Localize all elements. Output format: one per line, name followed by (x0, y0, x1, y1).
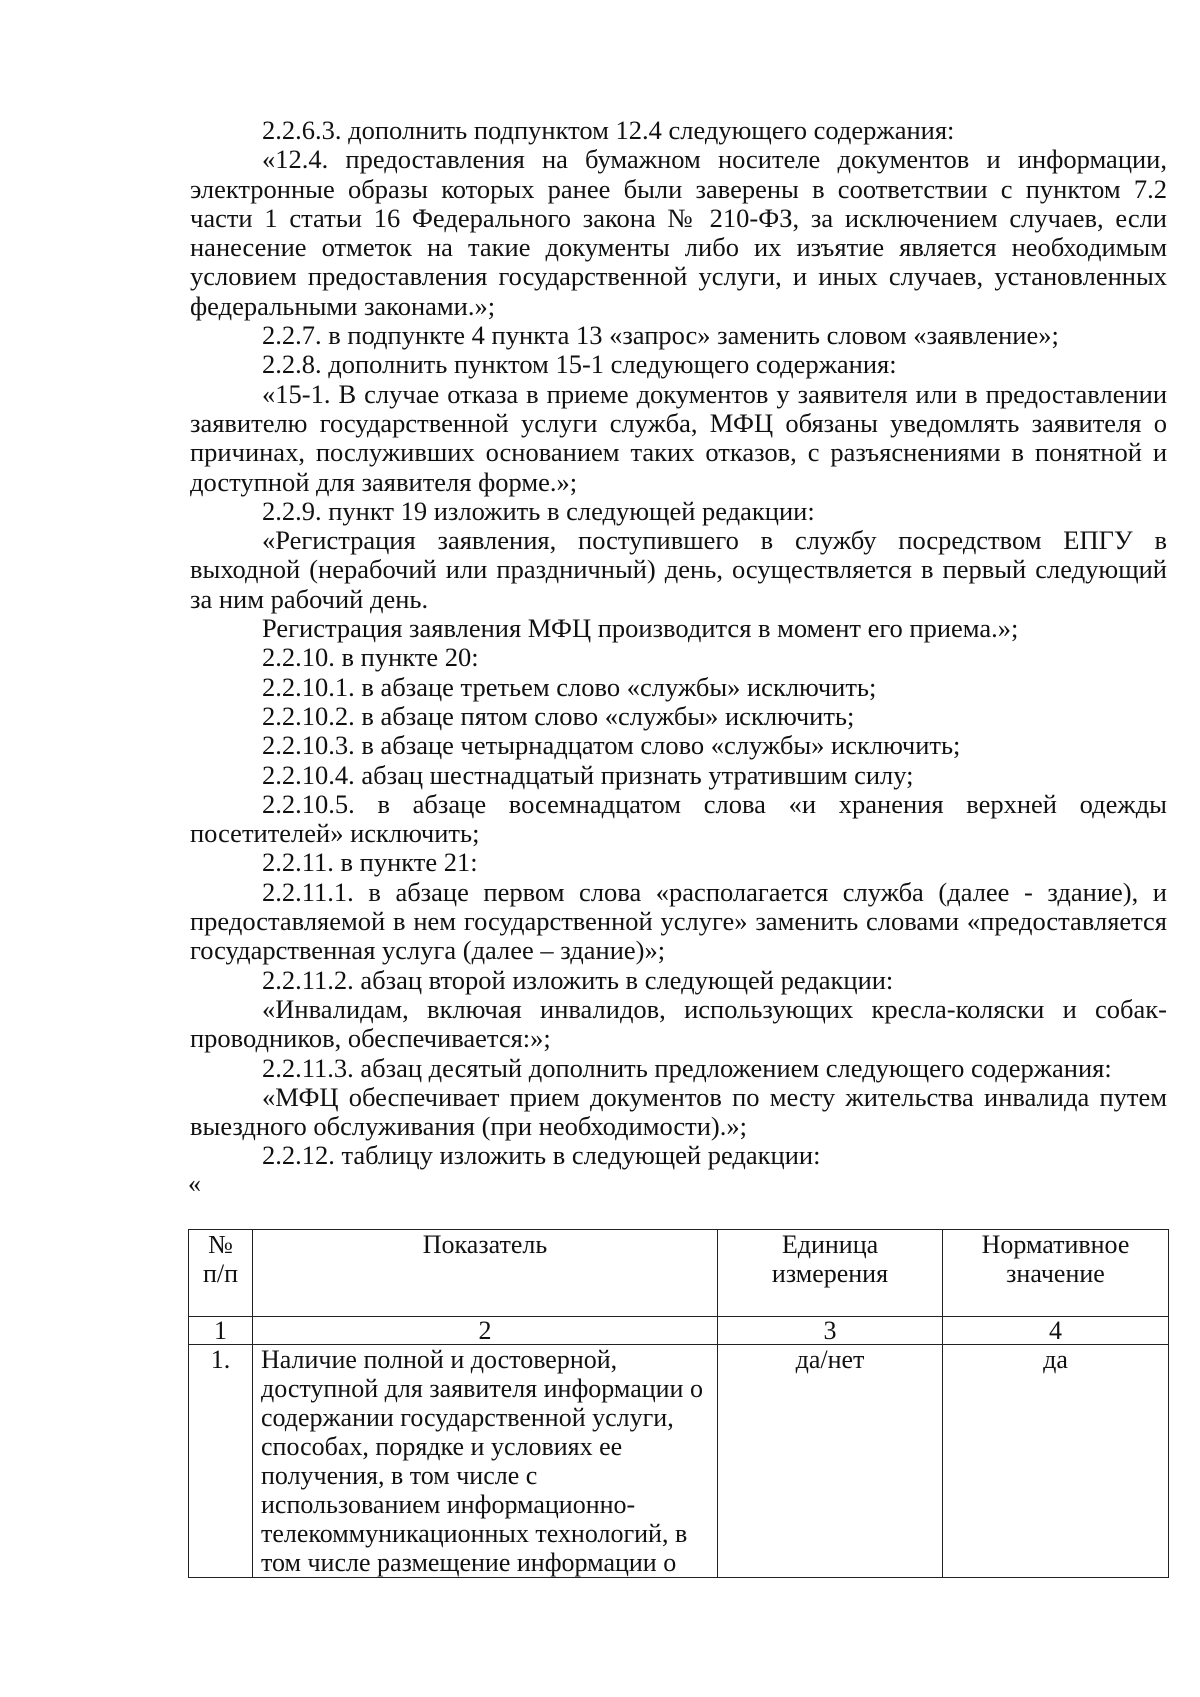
paragraph-19-registration-mfc: Регистрация заявления МФЦ производится в момент его приема.»; (262, 613, 1019, 644)
table-column-number-row (189, 1317, 1169, 1345)
row-value: да (943, 1345, 1169, 1578)
paragraph-15-1-text: «15-1. В случае отказа в приеме документов у заявителя или в предоставлении заявителю государственной услуги служба, МФЦ обязаны уведомлять заявителя о причинах, послуживших основанием таких отказов, с разъяснениями в понятной и доступной для заявителя форме.»; (190, 378, 1167, 497)
paragraph-2-2-10-2: 2.2.10.2. в абзаце пятом слово «службы» исключить; (262, 700, 855, 731)
column-number-4: 4 (943, 1317, 1169, 1345)
paragraph-2-2-10-5: 2.2.10.5. в абзаце восемнадцатом слова «и хранения верхней одежды посетителей» исключить; (190, 788, 1167, 849)
paragraph-2-2-6-3: 2.2.6.3. дополнить подпунктом 12.4 следующего содержания: (262, 115, 955, 145)
table-opening-quote: « (188, 1168, 201, 1198)
row-indicator: Наличие полной и достоверной, доступной для заявителя информации о содержании государственной услуги, способах, порядке и условиях ее получения, в том числе с использованием информационно-телекоммуникационных технологий, в том числе размещение информации о (253, 1345, 718, 1578)
row-unit: да/нет (718, 1345, 943, 1578)
header-unit: Единица измерения (718, 1230, 943, 1317)
header-number: № п/п (189, 1230, 253, 1317)
paragraph-2-2-7: 2.2.7. в подпункте 4 пункта 13 «запрос» заменить словом «заявление»; (262, 320, 1059, 351)
paragraph-2-2-10-4: 2.2.10.4. абзац шестнадцатый признать утратившим силу; (262, 759, 914, 790)
header-normative-value: Нормативное значение (943, 1230, 1169, 1317)
paragraph-19-registration-epgu: «Регистрация заявления, поступившего в службу посредством ЕПГУ в выходной (нерабочий или праздничный) день, осуществляется в первый следующий за ним рабочий день. (190, 525, 1167, 614)
paragraph-2-2-8: 2.2.8. дополнить пунктом 15-1 следующего содержания: (262, 349, 897, 380)
column-number-3: 3 (718, 1317, 943, 1345)
row-number: 1. (189, 1345, 253, 1578)
paragraph-2-2-12: 2.2.12. таблицу изложить в следующей редакции: (262, 1140, 821, 1171)
paragraph-2-2-10: 2.2.10. в пункте 20: (262, 642, 479, 673)
paragraph-2-2-10-3: 2.2.10.3. в абзаце четырнадцатом слово «службы» исключить; (262, 730, 961, 761)
table-header-row (189, 1230, 1169, 1317)
paragraph-12-4-text: «12.4. предоставления на бумажном носителе документов и информации, электронные образы которых ранее были заверены в соответствии с пунктом 7.2 части 1 статьи 16 Федерального закона № 210-ФЗ, за исключением случаев, если нанесение отметок на такие документы либо их изъятие является необходимым условием предоставления государственной услуги, и иных случаев, установленных федеральными законами.»; (190, 144, 1167, 321)
paragraph-2-2-11: 2.2.11. в пункте 21: (262, 847, 478, 878)
column-number-1: 1 (189, 1317, 253, 1345)
paragraph-2-2-11-1: 2.2.11.1. в абзаце первом слова «располагается служба (далее - здание), и предоставляемой в нем государственной услуге» заменить словами «предоставляется государственная услуга (далее – здание)»; (190, 876, 1167, 966)
column-number-2: 2 (253, 1317, 718, 1345)
paragraph-2-2-11-2: 2.2.11.2. абзац второй изложить в следующей редакции: (262, 964, 894, 995)
paragraph-2-2-10-1: 2.2.10.1. в абзаце третьем слово «службы» исключить; (262, 671, 877, 702)
paragraph-2-2-9: 2.2.9. пункт 19 изложить в следующей редакции: (262, 495, 815, 526)
indicators-table (188, 1229, 1169, 1578)
paragraph-invalid-access-text: «Инвалидам, включая инвалидов, использующих кресла-коляски и собак-проводников, обеспечивается:»; (190, 993, 1167, 1054)
header-indicator: Показатель (253, 1230, 718, 1317)
paragraph-2-2-11-3: 2.2.11.3. абзац десятый дополнить предложением следующего содержания: (262, 1052, 1112, 1083)
document-body (188, 115, 1167, 1198)
paragraph-mfc-outreach-text: «МФЦ обеспечивает прием документов по месту жительства инвалида путем выездного обслуживания (при необходимости).»; (190, 1081, 1167, 1142)
table-row (189, 1345, 1169, 1578)
